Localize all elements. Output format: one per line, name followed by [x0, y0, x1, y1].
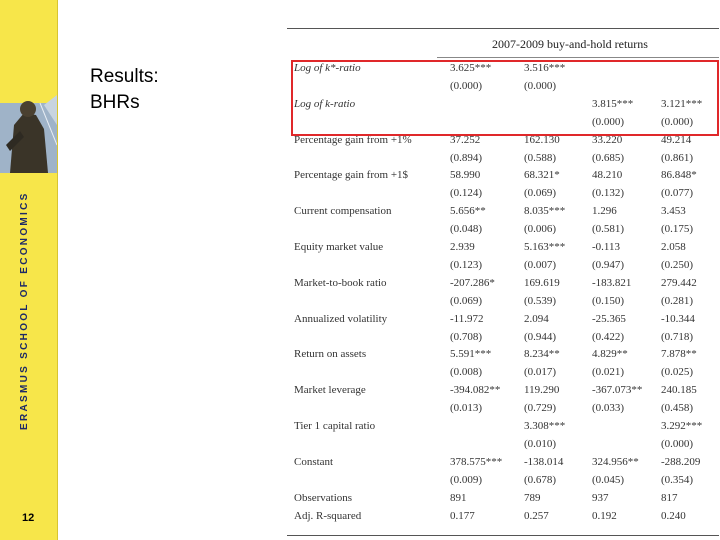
table-cell: 240.185	[661, 384, 697, 397]
table-cell: 3.815***	[592, 97, 634, 110]
table-cell: -11.972	[450, 312, 484, 325]
slide-title-line2: BHRs	[90, 92, 140, 113]
table-cell: (0.017)	[524, 366, 557, 379]
table-cell: 789	[524, 491, 541, 504]
table-cell: 378.575***	[450, 455, 503, 468]
table-cell: (0.861)	[661, 151, 694, 164]
table-cell: (0.708)	[450, 330, 483, 343]
table-cell: 5.591***	[450, 348, 492, 361]
page-number: 12	[22, 512, 35, 524]
table-cell: 5.656**	[450, 205, 486, 218]
table-cell: (0.000)	[524, 79, 557, 92]
row-label: Annualized volatility	[294, 312, 388, 325]
table-cell: (0.539)	[524, 294, 557, 307]
table-cell: -288.209	[661, 455, 701, 468]
table-row	[287, 474, 719, 492]
table-cell: 1.296	[592, 205, 617, 218]
school-name-vertical: ERASMUS SCHOOL OF ECONOMICS	[19, 191, 30, 430]
table-cell: 4.829**	[592, 348, 628, 361]
table-cell: 58.990	[450, 169, 481, 182]
table-cell: 0.257	[524, 509, 549, 522]
table-cell: (0.894)	[450, 151, 483, 164]
table-cell: 37.252	[450, 133, 481, 146]
table-cell: (0.045)	[592, 473, 625, 486]
table-cell: -138.014	[524, 455, 564, 468]
table-row	[287, 402, 719, 420]
table-cell: (0.458)	[661, 402, 694, 415]
table-cell: (0.069)	[450, 294, 483, 307]
table-cell: (0.025)	[661, 366, 694, 379]
table-cell: 49.214	[661, 133, 692, 146]
table-cell: 2.094	[524, 312, 549, 325]
table-row	[287, 510, 719, 528]
table-cell: -0.113	[592, 241, 621, 253]
table-cell: (0.718)	[661, 330, 694, 343]
row-label: Current compensation	[294, 205, 392, 218]
table-cell: -394.082**	[450, 384, 501, 397]
table-cell: (0.000)	[450, 79, 483, 92]
table-cell: (0.000)	[661, 437, 694, 450]
table-row	[287, 223, 719, 241]
table-cell: 3.121***	[661, 97, 703, 110]
sidebar	[0, 0, 58, 540]
table-cell: (0.006)	[524, 223, 557, 236]
table-cell: 3.308***	[524, 420, 566, 432]
table-cell: (0.009)	[450, 473, 483, 486]
table-row	[287, 152, 719, 170]
row-label: Log of k*-ratio	[294, 62, 361, 74]
table-cell: (0.729)	[524, 402, 557, 415]
row-label: Observations	[294, 491, 353, 504]
table-row	[287, 438, 719, 456]
table-cell: 8.234**	[524, 348, 560, 361]
table-cell: (0.069)	[524, 187, 557, 200]
table-cell: (0.685)	[592, 151, 625, 164]
row-label: Adj. R-squared	[294, 509, 362, 522]
table-bottom-rule	[287, 535, 719, 536]
table-cell: (0.033)	[592, 402, 625, 415]
table-cell: (0.000)	[661, 115, 694, 128]
table-cell: 5.163***	[524, 241, 566, 253]
table-cell: (0.944)	[524, 330, 557, 343]
table-row	[287, 331, 719, 349]
table-cell: (0.123)	[450, 258, 483, 271]
table-cell: 0.177	[450, 509, 475, 522]
table-cell: (0.678)	[524, 473, 557, 486]
table-cell: 68.321*	[524, 169, 560, 182]
table-row	[287, 205, 719, 223]
table-cell: 324.956**	[592, 455, 639, 468]
table-row	[287, 313, 719, 331]
table-cell: -25.365	[592, 312, 626, 325]
table-cell: 937	[592, 491, 609, 504]
table-cell: (0.132)	[592, 187, 625, 200]
statue-photo	[0, 85, 57, 190]
table-cell: 48.210	[592, 169, 623, 182]
table-row	[287, 187, 719, 205]
row-label: Market-to-book ratio	[294, 276, 387, 289]
row-label: Percentage gain from +1$	[294, 169, 409, 182]
table-cell: (0.048)	[450, 223, 483, 236]
slide-title	[90, 64, 159, 116]
table-row	[287, 366, 719, 384]
table-cell: (0.008)	[450, 366, 483, 379]
row-label: Percentage gain from +1%	[294, 133, 412, 146]
table-cell: 119.290	[524, 384, 560, 397]
table-cell: (0.175)	[661, 223, 694, 236]
table-cell: (0.581)	[592, 223, 625, 236]
table-top-rule	[287, 28, 719, 29]
table-row	[287, 384, 719, 402]
table-cell: (0.000)	[592, 115, 625, 128]
table-cell: (0.124)	[450, 187, 483, 200]
table-cell: 86.848*	[661, 169, 697, 182]
table-row	[287, 169, 719, 187]
table-cell: 33.220	[592, 133, 623, 146]
table-header: 2007-2009 buy-and-hold returns	[492, 37, 648, 51]
table-cell: 891	[450, 491, 467, 504]
table-row	[287, 492, 719, 510]
table-cell: 3.453	[661, 205, 686, 218]
table-row	[287, 348, 719, 366]
table-cell: 0.192	[592, 509, 617, 522]
table-cell: (0.354)	[661, 473, 694, 486]
row-label: Equity market value	[294, 241, 384, 253]
table-cell: (0.010)	[524, 437, 557, 450]
table-cell: 7.878**	[661, 348, 697, 361]
table-row	[287, 259, 719, 277]
table-cell: 162.130	[524, 133, 560, 146]
table-cell: (0.150)	[592, 294, 625, 307]
slide-title-line1: Results:	[90, 66, 159, 87]
row-label: Return on assets	[294, 348, 367, 361]
table-cell: (0.588)	[524, 151, 557, 164]
row-label: Constant	[294, 455, 334, 468]
table-cell: (0.947)	[592, 258, 625, 271]
table-cell: (0.077)	[661, 187, 694, 200]
table-cell: 2.939	[450, 241, 475, 253]
highlight-box	[291, 60, 719, 136]
table-cell: (0.250)	[661, 258, 694, 271]
table-cell: (0.281)	[661, 294, 694, 307]
table-cell: 3.625***	[450, 62, 492, 74]
table-cell: 0.240	[661, 509, 686, 522]
table-cell: (0.007)	[524, 258, 557, 271]
table-cell: -207.286*	[450, 276, 495, 289]
table-row	[287, 456, 719, 474]
table-cell: -10.344	[661, 312, 695, 325]
table-row	[287, 241, 719, 259]
table-cell: 169.619	[524, 276, 560, 289]
row-label: Market leverage	[294, 384, 366, 397]
table-cell: -367.073**	[592, 384, 643, 397]
table-row	[287, 134, 719, 152]
table-cell: (0.013)	[450, 402, 483, 415]
table-cell: 279.442	[661, 276, 697, 289]
table-cell: 817	[661, 491, 678, 504]
table-row	[287, 420, 719, 438]
table-row	[287, 295, 719, 313]
row-label: Log of k-ratio	[294, 97, 356, 110]
table-header-rule	[437, 57, 719, 58]
table-row	[287, 277, 719, 295]
table-cell: 2.058	[661, 241, 686, 253]
table-cell: 3.292***	[661, 420, 703, 432]
table-cell: (0.021)	[592, 366, 625, 379]
table-cell: -183.821	[592, 276, 632, 289]
table-cell: 8.035***	[524, 205, 566, 218]
table-cell: 3.516***	[524, 62, 566, 74]
row-label: Tier 1 capital ratio	[294, 420, 376, 432]
table-cell: (0.422)	[592, 330, 625, 343]
